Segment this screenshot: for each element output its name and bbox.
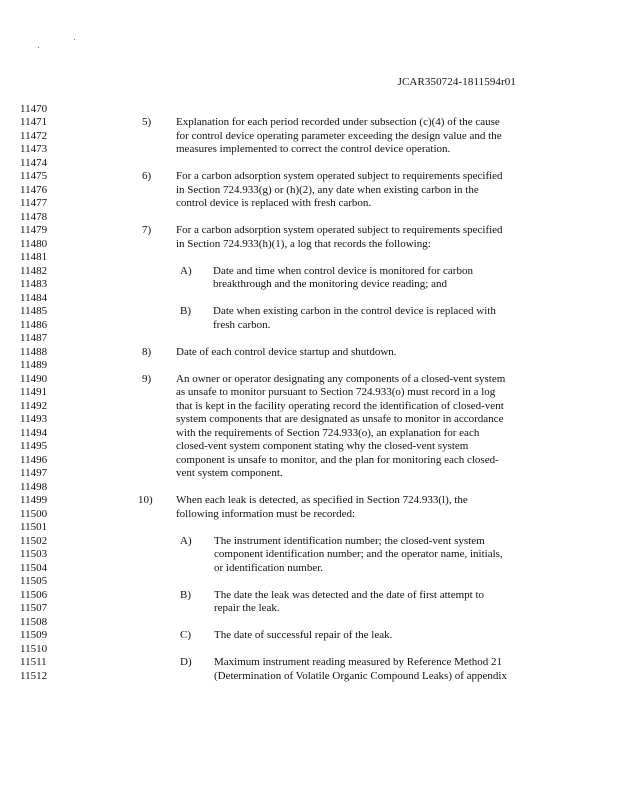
subitem-letter: B) [180, 588, 191, 601]
subitem-text-line: Maximum instrument reading measured by Reference Method 21 [214, 656, 503, 668]
item-number: 7) [142, 224, 152, 236]
subitem-text-line: Date when existing carbon in the control device is replaced with [213, 305, 496, 317]
item-text-line: following information must be recorded: [176, 507, 356, 520]
line-number: 11494 [20, 426, 48, 439]
subitem-text-line: The date of successful repair of the leak. [214, 629, 393, 641]
line-number: 11482 [20, 264, 48, 277]
item-number: 8) [142, 345, 152, 358]
line-number: 11483 [20, 278, 48, 290]
line-number: 11485 [20, 305, 48, 317]
subitem-text-line: repair the leak. [214, 602, 280, 614]
line-number: 11493 [20, 413, 48, 425]
item-text-line: Date of each control device startup and shutdown. [176, 345, 397, 358]
line-number: 11472 [20, 129, 48, 142]
line-number: 11484 [20, 291, 48, 304]
line-number: 11477 [20, 197, 48, 209]
line-number: 11476 [20, 183, 48, 196]
item-text-line: for control device operating parameter exceeding the design value and the [176, 129, 502, 142]
line-number: 11492 [20, 399, 48, 412]
line-number: 11473 [20, 143, 48, 155]
line-number: 11471 [20, 116, 48, 128]
item-number: 5) [142, 116, 152, 128]
item-text-line: Explanation for each period recorded under subsection (c)(4) of the cause [176, 116, 500, 128]
subitem-letter: A) [180, 534, 192, 547]
item-number: 9) [142, 372, 152, 385]
line-number: 11502 [20, 534, 48, 547]
item-text-line: measures implemented to correct the control device operation. [176, 143, 451, 155]
item-text-line: An owner or operator designating any components of a closed-vent system [176, 372, 506, 385]
line-number: 11508 [20, 615, 48, 628]
line-number: 11507 [20, 602, 48, 614]
line-number: 11495 [20, 440, 48, 452]
line-number: 11479 [20, 224, 48, 236]
subitem-text-line: breakthrough and the monitoring device reading; and [213, 278, 447, 290]
line-number: 11503 [20, 548, 48, 560]
item-text-line: in Section 724.933(g) or (h)(2), any date when existing carbon in the [176, 183, 479, 196]
scan-speck [38, 47, 39, 48]
item-text-line: that is kept in the facility operating record the identification of closed-vent [176, 399, 504, 412]
line-number: 11491 [20, 386, 48, 398]
line-number: 11505 [20, 575, 48, 587]
subitem-letter: A) [180, 264, 192, 277]
subitem-text-line: fresh carbon. [213, 318, 271, 331]
item-text-line: in Section 724.933(h)(1), a log that records the following: [176, 237, 431, 250]
subitem-text-line: Date and time when control device is monitored for carbon [213, 264, 473, 277]
subitem-text-line: (Determination of Volatile Organic Compound Leaks) of appendix [214, 669, 507, 682]
line-number: 11504 [20, 561, 48, 574]
line-number: 11478 [20, 210, 48, 223]
line-number: 11475 [20, 170, 48, 182]
line-number: 11489 [20, 359, 48, 371]
line-number: 11497 [20, 467, 48, 479]
subitem-text-line: The date the leak was detected and the date of first attempt to [214, 588, 484, 601]
line-number: 11480 [20, 237, 48, 250]
scan-speck [74, 39, 75, 40]
line-number: 11498 [20, 480, 48, 493]
subitem-letter: B) [180, 305, 191, 317]
item-text-line: vent system component. [176, 467, 283, 479]
item-number: 6) [142, 170, 152, 182]
item-text-line: When each leak is detected, as specified in Section 724.933(l), the [176, 494, 468, 506]
subitem-letter: D) [180, 656, 192, 668]
line-number: 11499 [20, 494, 48, 506]
line-number: 11501 [20, 521, 48, 533]
line-number: 11488 [20, 345, 48, 358]
line-number: 11512 [20, 669, 48, 682]
item-text-line: as unsafe to monitor pursuant to Section 724.933(o) must record in a log [176, 386, 496, 398]
subitem-text-line: component identification number; and the operator name, initials, [214, 548, 503, 560]
item-text-line: For a carbon adsorption system operated subject to requirements specified [176, 224, 503, 236]
subitem-text-line: or identification number. [214, 561, 324, 574]
line-number: 11506 [20, 588, 48, 601]
line-number: 11486 [20, 318, 48, 331]
line-number: 11496 [20, 453, 48, 466]
subitem-text-line: The instrument identification number; the closed-vent system [214, 534, 485, 547]
document-id-header: JCAR350724-1811594r01 [397, 76, 516, 88]
item-text-line: component is unsafe to monitor, and the plan for monitoring each closed- [176, 453, 499, 466]
item-text-line: closed-vent system component stating why the closed-vent system [176, 440, 469, 452]
line-number: 11511 [20, 656, 47, 668]
line-number: 11509 [20, 629, 48, 641]
line-number: 11487 [20, 332, 48, 344]
line-number: 11481 [20, 251, 48, 263]
item-text-line: system components that are designated as unsafe to monitor in accordance [176, 413, 504, 425]
item-text-line: control device is replaced with fresh carbon. [176, 197, 372, 209]
item-text-line: with the requirements of Section 724.933(o), an explanation for each [176, 426, 480, 439]
line-number: 11490 [20, 372, 48, 385]
line-number: 11500 [20, 507, 48, 520]
line-number: 11470 [20, 102, 48, 115]
line-number: 11510 [20, 642, 48, 655]
subitem-letter: C) [180, 629, 191, 641]
item-number: 10) [138, 494, 153, 506]
item-text-line: For a carbon adsorption system operated subject to requirements specified [176, 170, 503, 182]
line-number: 11474 [20, 156, 48, 169]
